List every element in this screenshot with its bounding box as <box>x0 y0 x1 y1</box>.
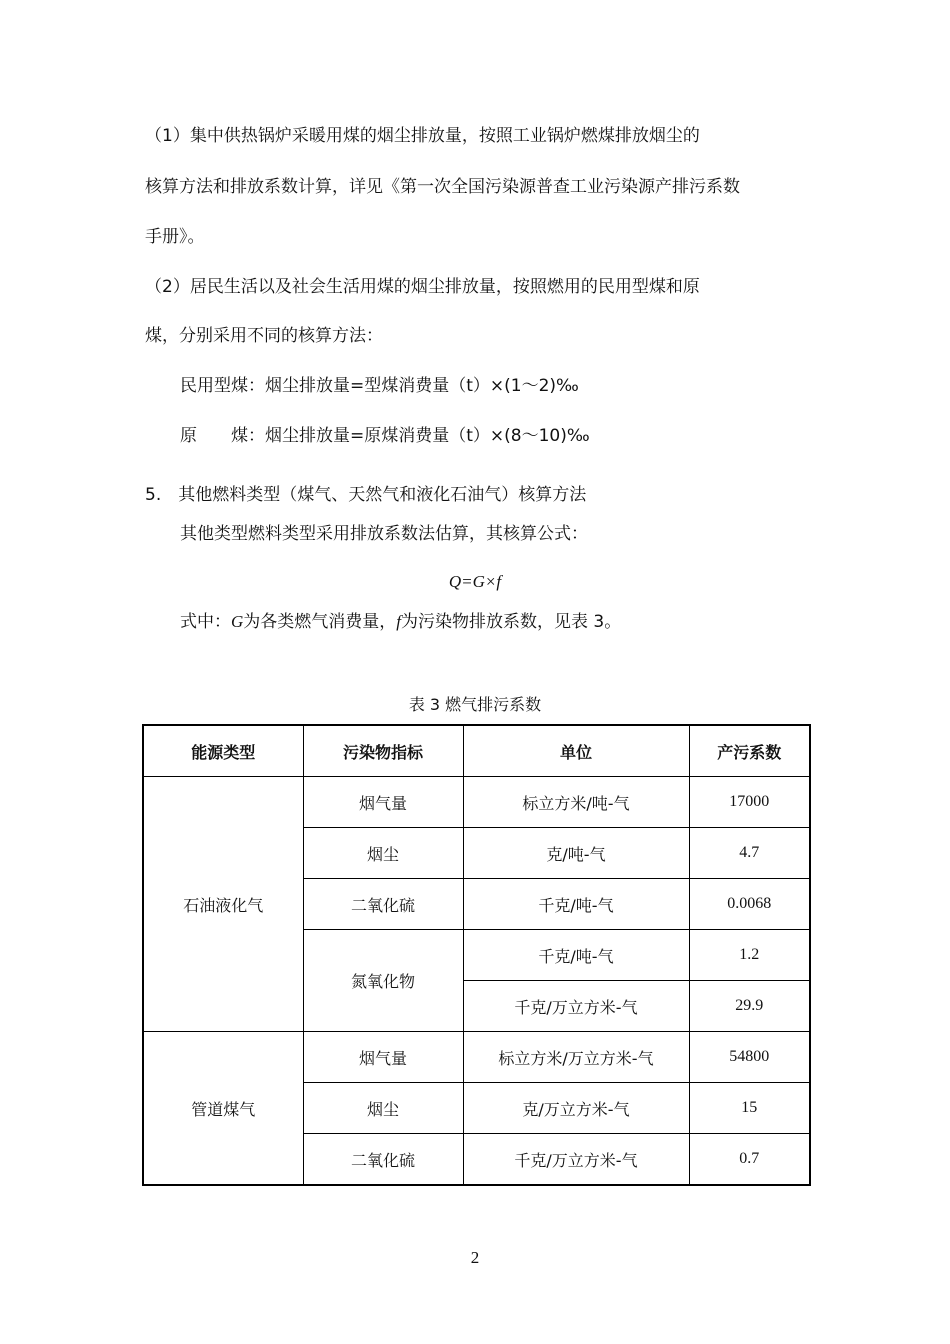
paragraph-1-line-3: 手册》。 <box>145 227 205 247</box>
header-unit: 单位 <box>463 725 689 777</box>
header-energy-type: 能源类型 <box>143 725 303 777</box>
explanation-suffix: 为污染物排放系数，见表 3。 <box>401 612 622 632</box>
table-header-row <box>143 725 810 777</box>
cell-pollutant: 烟尘 <box>303 828 463 879</box>
cell-unit: 千克/万立方米-气 <box>463 981 689 1032</box>
cell-pollutant: 二氧化硫 <box>303 879 463 930</box>
paragraph-2-line-2: 煤，分别采用不同的核算方法： <box>145 326 383 346</box>
cell-value: 54800 <box>689 1032 810 1083</box>
cell-value: 15 <box>689 1083 810 1134</box>
cell-pollutant: 烟尘 <box>303 1083 463 1134</box>
cell-value: 29.9 <box>689 981 810 1032</box>
table-caption: 表 3 燃气排污系数 <box>408 695 542 714</box>
cell-unit: 千克/吨-气 <box>463 879 689 930</box>
cell-value: 17000 <box>689 777 810 828</box>
var-f: f <box>396 612 402 631</box>
cell-unit: 千克/吨-气 <box>463 930 689 981</box>
cell-unit: 标立方米/万立方米-气 <box>463 1032 689 1083</box>
table-row <box>143 1032 810 1083</box>
formula-q: Q=G×f <box>448 572 502 591</box>
formula-raw-coal: 原 煤：烟尘排放量=原煤消费量（t）×(8～10)‰ <box>180 426 590 446</box>
cell-pollutant: 氮氧化物 <box>303 930 463 1032</box>
header-coefficient: 产污系数 <box>689 725 810 777</box>
cell-pollutant: 烟气量 <box>303 1032 463 1083</box>
cell-pollutant: 二氧化硫 <box>303 1134 463 1186</box>
var-g: G <box>231 612 244 631</box>
explanation-mid: 为各类燃气消费量， <box>243 612 397 632</box>
emission-factor-table <box>142 724 811 1186</box>
page-number: 2 <box>470 1248 480 1267</box>
header-pollutant: 污染物指标 <box>303 725 463 777</box>
section-5-heading: 5. 其他燃料类型（煤气、天然气和液化石油气）核算方法 <box>145 485 587 505</box>
cell-value: 1.2 <box>689 930 810 981</box>
table-row <box>143 777 810 828</box>
formula-explanation <box>180 609 845 635</box>
paragraph-1-line-1: （1）集中供热锅炉采暖用煤的烟尘排放量，按照工业锅炉燃煤排放烟尘的 <box>145 126 700 146</box>
paragraph-1-line-2: 核算方法和排放系数计算，详见《第一次全国污染源普查工业污染源产排污系数 <box>145 177 740 197</box>
cell-unit: 克/万立方米-气 <box>463 1083 689 1134</box>
cell-value: 0.0068 <box>689 879 810 930</box>
cell-unit: 千克/万立方米-气 <box>463 1134 689 1186</box>
cell-pollutant: 烟气量 <box>303 777 463 828</box>
explanation-prefix: 式中： <box>180 612 231 632</box>
section-5-intro: 其他类型燃料类型采用排放系数法估算，其核算公式： <box>180 524 588 544</box>
paragraph-2-line-1: （2）居民生活以及社会生活用煤的烟尘排放量，按照燃用的民用型煤和原 <box>145 277 700 297</box>
cell-value: 4.7 <box>689 828 810 879</box>
cell-unit: 标立方米/吨-气 <box>463 777 689 828</box>
cell-unit: 克/吨-气 <box>463 828 689 879</box>
group-pipeline-gas: 管道煤气 <box>143 1032 303 1186</box>
group-lpg: 石油液化气 <box>143 777 303 1032</box>
cell-value: 0.7 <box>689 1134 810 1186</box>
formula-civil-coal: 民用型煤：烟尘排放量=型煤消费量（t）×(1～2)‰ <box>180 376 579 396</box>
